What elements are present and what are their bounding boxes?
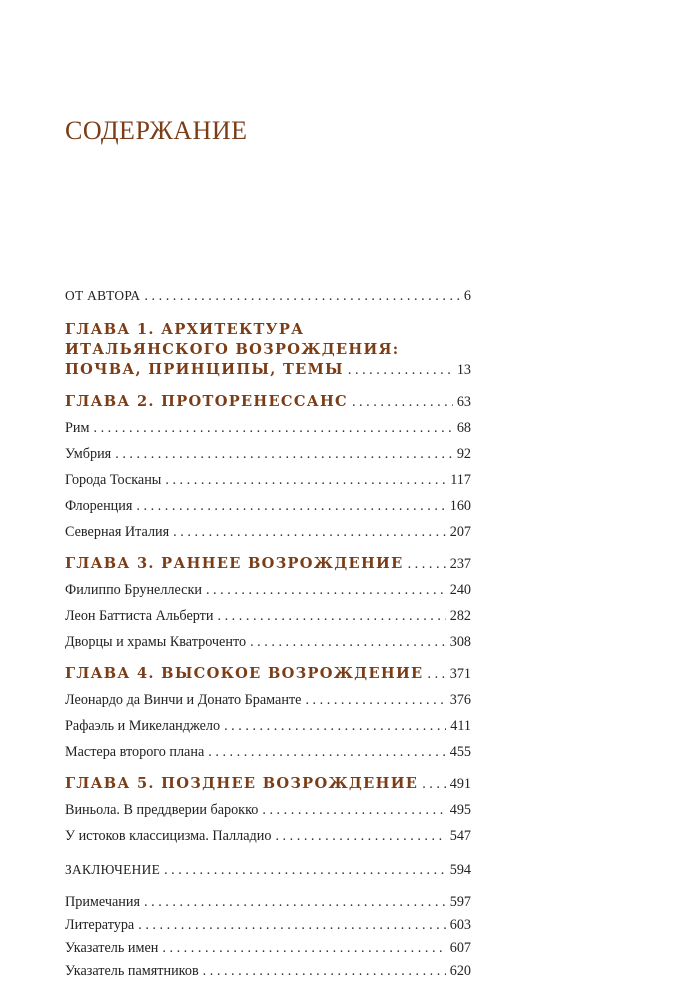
chapter-title: ГЛАВА 2. ПРОТОРЕНЕССАНС [65,393,348,410]
toc-entry[interactable] [65,606,471,626]
toc-page-number: 597 [449,894,471,910]
dot-leader [203,961,446,981]
toc-page-number: 6 [463,288,471,304]
chapter-title-row [65,360,471,380]
dot-leader [164,860,446,880]
dot-leader [138,915,445,935]
toc-appendix [65,892,471,981]
toc-chapter-heading[interactable] [65,664,471,684]
chapter-title: ГЛАВА 3. РАННЕЕ ВОЗРОЖДЕНИЕ [65,555,404,572]
chapter-title: ГЛАВА 5. ПОЗДНЕЕ ВОЗРОЖДЕНИЕ [65,775,419,792]
toc-entry-label: Литература [65,917,135,933]
toc-page-number: 491 [449,776,471,792]
toc-page-number: 371 [449,666,471,682]
dot-leader [206,580,446,600]
toc-entry[interactable] [65,580,471,600]
toc-entry-label: Указатель памятников [65,963,199,979]
toc-entry[interactable] [65,915,471,935]
dot-leader [352,392,453,412]
dot-leader [144,286,460,306]
toc-chapter-2 [65,392,471,542]
toc-entry-label: Леонардо да Винчи и Донато Браманте [65,692,302,708]
toc-entry[interactable] [65,470,471,490]
toc-entry-label: Дворцы и храмы Кватроченто [65,634,247,650]
toc-entry[interactable] [65,690,471,710]
toc-chapter-4 [65,664,471,762]
toc-page-number: 237 [449,556,471,572]
dot-leader [224,716,446,736]
dot-leader [305,690,445,710]
toc-page-number: 117 [450,472,471,488]
toc-entry-label: Виньола. В преддверии барокко [65,802,259,818]
toc-chapter-heading[interactable] [65,554,471,574]
dot-leader [144,892,446,912]
toc-entry[interactable] [65,826,471,846]
toc-entry-label: Рафаэль и Микеланджело [65,718,221,734]
table-of-contents [65,286,471,981]
dot-leader [408,554,446,574]
toc-entry-conclusion[interactable] [65,860,471,880]
toc-entry-label: Указатель имен [65,940,159,956]
toc-chapter-heading[interactable] [65,774,471,794]
toc-entry[interactable] [65,496,471,516]
toc-page-number: 240 [449,582,471,598]
toc-entry-label: Города Тосканы [65,472,162,488]
dot-leader [136,496,445,516]
toc-entry-label: ЗАКЛЮЧЕНИЕ [65,862,161,877]
dot-leader [250,632,446,652]
dot-leader [348,360,453,380]
toc-entry[interactable] [65,418,471,438]
toc-page-number: 13 [456,362,471,378]
toc-page-number: 308 [449,634,471,650]
toc-page-number: 411 [450,718,471,734]
toc-conclusion [65,860,471,880]
toc-chapter-3 [65,554,471,652]
toc-entry-label: Леон Баттиста Альберти [65,608,214,624]
dot-leader [165,470,446,490]
toc-entry[interactable] [65,961,471,981]
toc-entry-label: У истоков классицизма. Палладио [65,828,272,844]
page-title: СОДЕРЖАНИЕ [65,116,248,145]
toc-page-number: 455 [449,744,471,760]
dot-leader [208,742,445,762]
toc-entry[interactable] [65,800,471,820]
chapter-title: ГЛАВА 4. ВЫСОКОЕ ВОЗРОЖДЕНИЕ [65,665,424,682]
toc-page-number: 68 [456,420,471,436]
toc-entry[interactable] [65,938,471,958]
chapter-title-line: ИТАЛЬЯНСКОГО ВОЗРОЖДЕНИЯ: [65,341,400,358]
toc-entry[interactable] [65,892,471,912]
toc-page-number: 92 [456,446,471,462]
toc-entry-label: ОТ АВТОРА [65,288,141,303]
toc-page-number: 547 [449,828,471,844]
toc-entry-label: Примечания [65,894,140,910]
toc-entry-label: Флоренция [65,498,133,514]
toc-entry[interactable] [65,742,471,762]
toc-entry[interactable] [65,522,471,542]
toc-entry-label: Рим [65,420,90,436]
dot-leader [262,800,445,820]
toc-entry[interactable] [65,632,471,652]
toc-page-number: 607 [449,940,471,956]
toc-page-number: 63 [456,394,471,410]
toc-chapter-heading[interactable] [65,392,471,412]
toc-entry-label: Северная Италия [65,524,170,540]
toc-entry[interactable] [65,444,471,464]
toc-page-number: 282 [449,608,471,624]
toc-entry-author[interactable] [65,286,471,306]
dot-leader [275,826,445,846]
dot-leader [217,606,445,626]
toc-page-number: 376 [449,692,471,708]
dot-leader [427,664,445,684]
dot-leader [173,522,446,542]
toc-page-number: 207 [449,524,471,540]
chapter-title-line: ГЛАВА 1. АРХИТЕКТУРА [65,321,305,338]
toc-page-number: 160 [449,498,471,514]
toc-chapter-5 [65,774,471,846]
toc-chapter-1[interactable] [65,320,471,380]
chapter-title-line: ПОЧВА, ПРИНЦИПЫ, ТЕМЫ [65,361,344,378]
toc-page-number: 620 [449,963,471,979]
dot-leader [93,418,452,438]
dot-leader [162,938,445,958]
toc-entry-label: Филиппо Брунеллески [65,582,202,598]
toc-entry-label: Умбрия [65,446,112,462]
toc-page-number: 594 [449,862,471,878]
toc-entry-label: Мастера второго плана [65,744,205,760]
toc-page-number: 603 [449,917,471,933]
dot-leader [115,444,453,464]
toc-page-number: 495 [449,802,471,818]
toc-entry[interactable] [65,716,471,736]
dot-leader [422,774,446,794]
